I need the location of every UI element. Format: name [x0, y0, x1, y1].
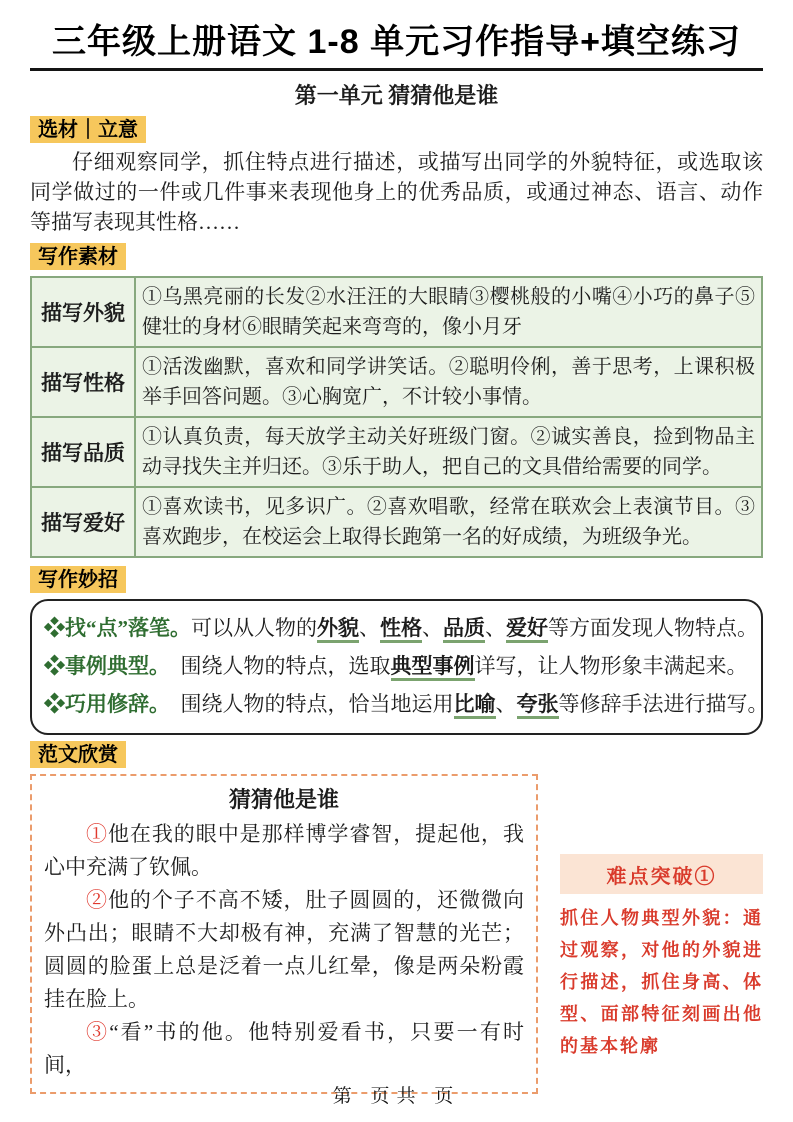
tips-box: [30, 599, 769, 735]
paragraph-text: 他的个子不高不矮，肚子圆圆的，还微微向外凸出；眼睛不大却极有神，充满了智慧的光芒；圆圆的脸蛋上总是泛着一点儿红晕，像是两朵粉霞挂在脸上。: [44, 888, 525, 1012]
tip-keyword: 爱好: [506, 616, 548, 643]
section-label-tips: 写作妙招: [30, 566, 126, 593]
tip-text: 、: [485, 616, 506, 641]
tip-text: 等方面发现人物特点。: [548, 616, 758, 641]
tip-text: 详写，让人物形象丰满起来。: [474, 654, 748, 679]
row-content-personality: ①活泼幽默，喜欢和同学讲笑话。②聪明伶俐，善于思考，上课积极举手回答问题。③心胸宽广，不计较小事情。: [135, 347, 762, 417]
section-label-sample: 范文欣赏: [30, 741, 126, 768]
page-footer: 第 页共 页: [332, 1086, 461, 1107]
materials-table: [30, 276, 763, 558]
essay-paragraph: [44, 884, 524, 1016]
section-label-selection: 选材｜立意: [30, 116, 146, 143]
diamond-bullet-icon: ❖: [44, 616, 65, 641]
essay-paragraph: [44, 818, 524, 884]
diamond-bullet-icon: ❖: [44, 692, 65, 717]
tip-keyword: 比喻: [454, 692, 496, 719]
row-header-appearance: 描写外貌: [31, 277, 135, 347]
essay-box: [30, 774, 538, 1094]
tip-head: 找“点”落笔。: [65, 616, 191, 641]
difficulty-panel-body: 抓住人物典型外貌：通过观察，对他的外貌进行描述，抓住身高、体型、面部特征刻画出他的基本轮廓: [560, 908, 763, 1057]
row-content-appearance: ①乌黑亮丽的长发②水汪汪的大眼睛③樱桃般的小嘴④小巧的鼻子⑤健壮的身材⑥眼睛笑起来弯弯的，像小月牙: [135, 277, 762, 347]
tip-head: 巧用修辞。: [65, 692, 160, 717]
paragraph-text: “看”书的他。他特别爱看书，只要一有时间，: [44, 1020, 525, 1078]
section-label-materials: 写作素材: [30, 243, 126, 270]
diamond-bullet-icon: ❖: [44, 654, 65, 679]
sample-section: [30, 774, 763, 1094]
row-content-quality: ①认真负责，每天放学主动关好班级门窗。②诚实善良，捡到物品主动寻找失主并归还。③乐于助人，把自己的文具借给需要的同学。: [135, 417, 762, 487]
row-header-hobby: 描写爱好: [31, 487, 135, 557]
tip-text: 等修辞手法进行描写。: [558, 692, 769, 717]
tip-item-rhetoric: [44, 685, 769, 723]
unit-subtitle: 第一单元 猜猜他是谁: [294, 83, 499, 109]
tip-text: 、: [495, 692, 517, 717]
tip-keyword: 夸张: [517, 692, 559, 719]
paragraph-marker: ①: [86, 822, 108, 847]
tip-text: 围绕人物的特点，恰当地运用: [159, 692, 454, 717]
tip-keyword: 外貌: [317, 616, 359, 643]
tip-text: 、: [422, 616, 443, 641]
row-content-hobby: ①喜欢读书，见多识广。②喜欢唱歌，经常在联欢会上表演节目。③喜欢跑步，在校运会上取得长跑第一名的好成绩，为班级争光。: [135, 487, 762, 557]
paragraph-marker: ②: [86, 888, 108, 913]
table-row: [31, 417, 762, 487]
essay-title: 猜猜他是谁: [228, 787, 339, 813]
title-divider: [30, 68, 763, 71]
tip-text: 围绕人物的特点，选取: [159, 654, 391, 679]
table-row: [31, 277, 762, 347]
tip-keyword: 品质: [443, 616, 485, 643]
paragraph-marker: ③: [86, 1020, 110, 1045]
tip-keyword: 典型事例: [391, 654, 475, 681]
difficulty-panel: [560, 854, 763, 1062]
essay-paragraph: [44, 1016, 524, 1082]
table-row: [31, 347, 762, 417]
tip-text: 可以从人物的: [191, 616, 317, 641]
paragraph-text: 他在我的眼中是那样博学睿智，提起他，我心中充满了钦佩。: [44, 822, 525, 880]
selection-paragraph: 仔细观察同学，抓住特点进行描述，或描写出同学的外貌特征，或选取该同学做过的一件或几件事来表现他身上的优秀品质，或通过神态、语言、动作等描写表现其性格……: [30, 150, 763, 235]
tip-keyword: 性格: [380, 616, 422, 643]
tip-text: 、: [359, 616, 380, 641]
tip-head: 事例典型。: [65, 654, 160, 679]
row-header-personality: 描写性格: [31, 347, 135, 417]
table-row: [31, 487, 762, 557]
tip-item-find-point: [44, 609, 758, 647]
difficulty-panel-header: 难点突破①: [560, 854, 763, 894]
tip-item-typical-example: [44, 647, 751, 685]
row-header-quality: 描写品质: [31, 417, 135, 487]
page-title: 三年级上册语文 1-8 单元习作指导+填空练习: [52, 23, 741, 61]
